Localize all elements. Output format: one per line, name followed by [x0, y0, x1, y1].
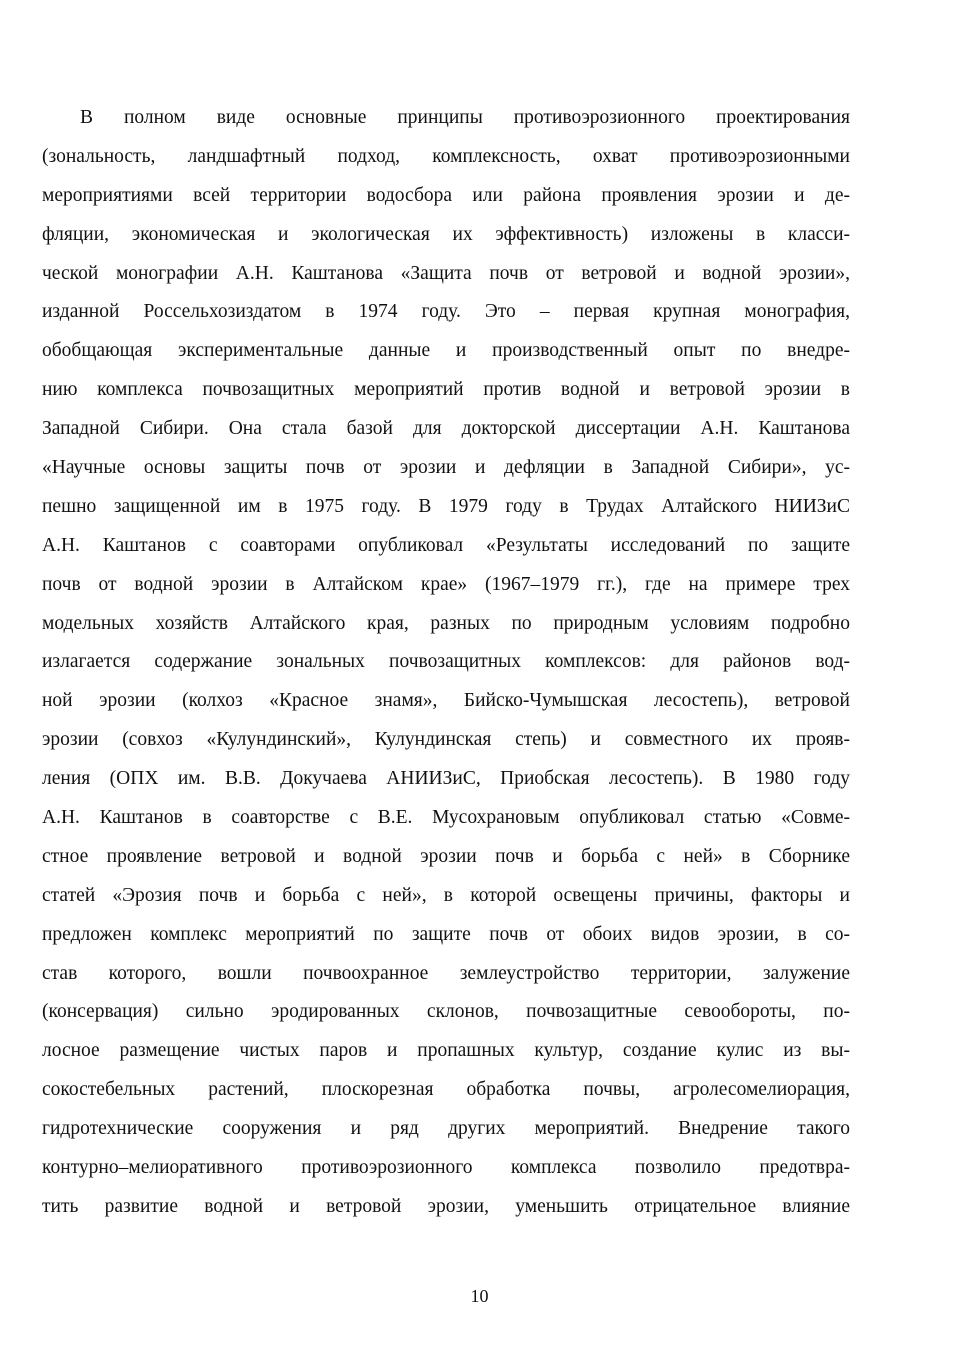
text-line: гидротехнические сооружения и ряд других мероприятий. Внедрение такого — [42, 1118, 850, 1140]
text-line: модельных хозяйств Алтайского края, разных по природным условиям подробно — [42, 612, 850, 634]
text-line: став которого, вошли почвоохранное землеустройство территории, залужение — [42, 962, 850, 984]
text-line: А.Н. Каштанов с соавторами опубликовал «Результаты исследований по защите — [42, 534, 850, 556]
text-line: почв от водной эрозии в Алтайском крае» (1967–1979 гг.), где на примере трех — [42, 573, 850, 595]
text-line: тить развитие водной и ветровой эрозии, уменьшить отрицательное влияние — [42, 1195, 850, 1217]
text-line: В полном виде основные принципы противоэрозионного проектирования — [80, 107, 850, 128]
text-line: сокостебельных растений, плоскорезная обработка почвы, агролесомелиорация, — [42, 1079, 850, 1101]
text-line: лосное размещение чистых паров и пропашных культур, создание кулис из вы- — [42, 1040, 850, 1062]
text-line: статей «Эрозия почв и борьба с ней», в которой освещены причины, факторы и — [42, 884, 850, 906]
text-line: ческой монографии А.Н. Каштанова «Защита почв от ветровой и водной эрозии», — [42, 262, 850, 284]
page-number: 10 — [470, 1286, 489, 1306]
text-line: (консервация) сильно эродированных склонов, почвозащитные севообороты, по- — [42, 1001, 850, 1023]
text-line: пешно защищенной им в 1975 году. В 1979 году в Трудах Алтайского НИИЗиС — [42, 495, 850, 517]
text-line: стное проявление ветровой и водной эрозии почв и борьба с ней» в Сборнике — [42, 845, 850, 867]
body-paragraph — [42, 99, 850, 1227]
text-line: А.Н. Каштанов в соавторстве с В.Е. Мусохрановым опубликовал статью «Совме- — [42, 807, 850, 829]
text-line: ления (ОПХ им. В.В. Докучаева АНИИЗиС, Приобская лесостепь). В 1980 году — [42, 768, 850, 790]
text-line: фляции, экономическая и экологическая их эффективность) изложены в класси- — [42, 223, 850, 245]
text-line: контурно–мелиоративного противоэрозионного комплекса позволило предотвра- — [42, 1157, 850, 1179]
text-line: излагается содержание зональных почвозащитных комплексов: для районов вод- — [42, 651, 850, 673]
text-line: нию комплекса почвозащитных мероприятий против водной и ветровой эрозии в — [42, 379, 850, 401]
text-line: изданной Россельхозиздатом в 1974 году. Это – первая крупная монография, — [42, 301, 850, 323]
text-line: Западной Сибири. Она стала базой для докторской диссертации А.Н. Каштанова — [42, 418, 850, 440]
text-line: ной эрозии (колхоз «Красное знамя», Бийско-Чумышская лесостепь), ветровой — [42, 690, 850, 712]
text-line: предложен комплекс мероприятий по защите почв от обоих видов эрозии, в со- — [42, 923, 850, 945]
text-line: мероприятиями всей территории водосбора или района проявления эрозии и де- — [42, 184, 850, 206]
text-line: «Научные основы защиты почв от эрозии и дефляции в Западной Сибири», ус- — [42, 457, 850, 479]
text-line: обобщающая экспериментальные данные и производственный опыт по внедре- — [42, 340, 850, 362]
text-line: (зональность, ландшафтный подход, комплексность, охват противоэрозионными — [42, 145, 850, 167]
text-line: эрозии (совхоз «Кулундинский», Кулундинская степь) и совместного их прояв- — [42, 729, 850, 751]
